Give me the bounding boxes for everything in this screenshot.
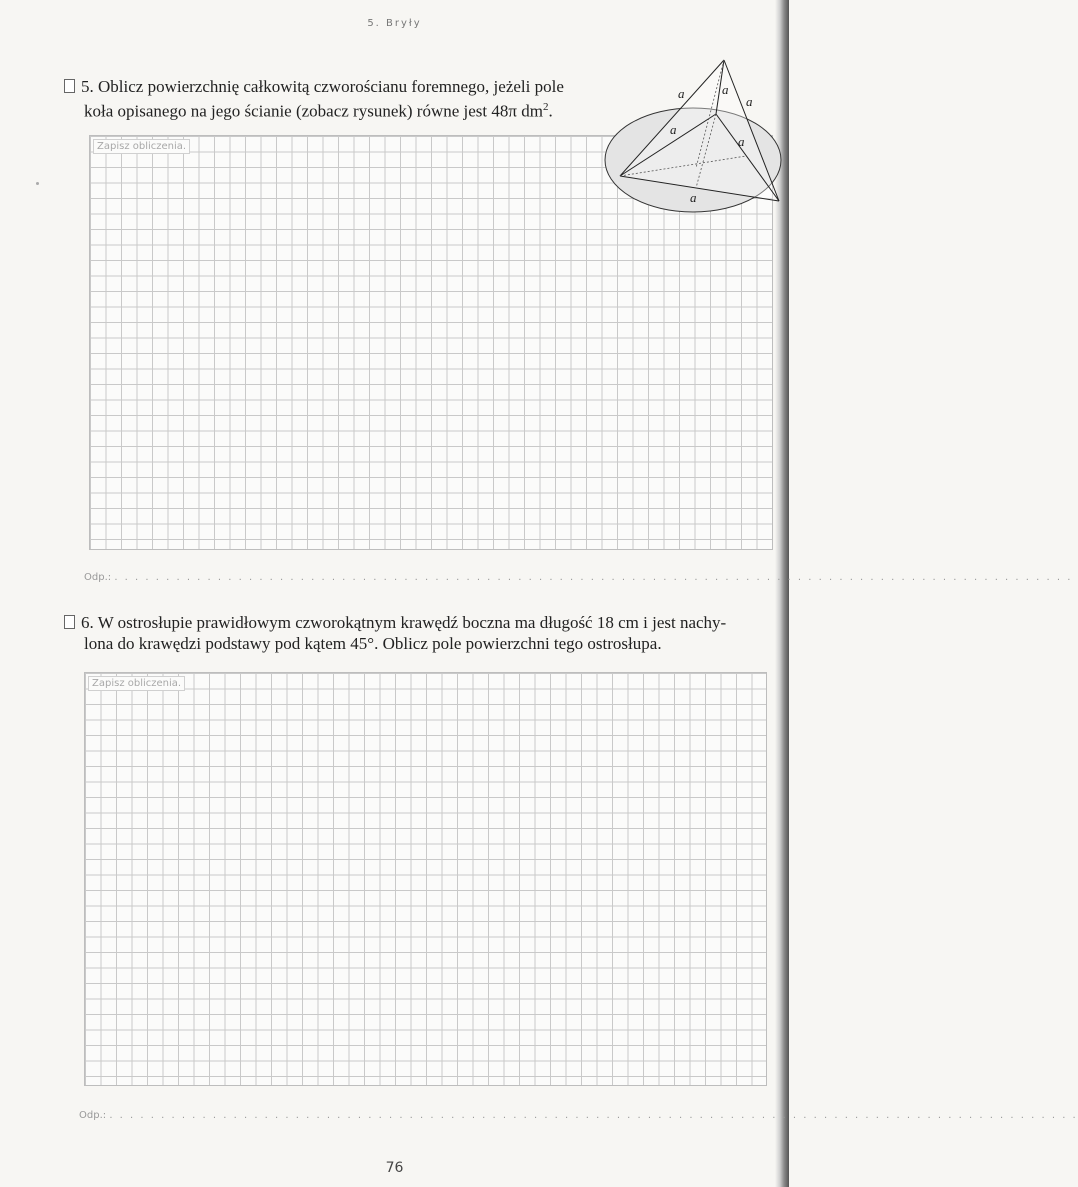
task-6-answer-label: Odp.: [79,1110,107,1121]
task-5-answer-label: Odp.: [84,572,112,583]
section-header: 5. Bryły [367,18,422,29]
task-5-period: . [548,101,553,121]
edge-label-a: a [678,86,685,101]
answer-dotted-line: . . . . . . . . . . . . . . . . . . . . . . . . . . . . . . . . . . . . . . . . . . . . . . . . . . . . . . . . . . . . . . . . . . . . . . . . . . . . . . . . . . . . . . . . . . . . . . [109,1110,1078,1121]
edge-label-a: a [690,190,697,205]
page-smudge [36,182,39,185]
task-5-checkbox[interactable] [64,79,75,93]
task-6-grid-label: Zapisz obliczenia. [88,676,185,691]
task-5-grid-label: Zapisz obliczenia. [93,139,190,154]
edge-label-a: a [746,94,753,109]
task-6-checkbox[interactable] [64,615,75,629]
task-6-text [64,612,774,654]
task-5-line-2 [64,97,604,122]
tetrahedron-figure [596,56,786,216]
task-6-line-2: lona do krawędzi podstawy pod kątem 45°. Oblicz pole powierzchni tego ostrosłupa. [84,634,662,653]
task-6-answer-line[interactable] [79,1110,1078,1121]
task-5-text [64,76,604,122]
page-number: 76 [385,1160,404,1176]
edge-label-a: a [722,82,729,97]
task-5-exponent: 2 [542,101,549,113]
edge-label-a: a [670,122,677,137]
task-5-line-1: 5. Oblicz powierzchnię całkowitą czworościanu foremnego, jeżeli pole [81,77,564,96]
task-5-answer-line[interactable] [84,572,1073,583]
task-5-line-2-text: koła opisanego na jego ścianie (zobacz rysunek) równe jest 48π dm [84,101,543,121]
edge-label-a: a [738,134,745,149]
task-6-line-1: 6. W ostrosłupie prawidłowym czworokątnym krawędź boczna ma długość 18 cm i jest nachy- [81,613,727,632]
task-6-calculation-grid[interactable] [84,672,767,1086]
answer-dotted-line: . . . . . . . . . . . . . . . . . . . . . . . . . . . . . . . . . . . . . . . . . . . . . . . . . . . . . . . . . . . . . . . . . . . . . . . . . . . . . . . . . . . . . . . . . . . . . [114,572,1073,583]
